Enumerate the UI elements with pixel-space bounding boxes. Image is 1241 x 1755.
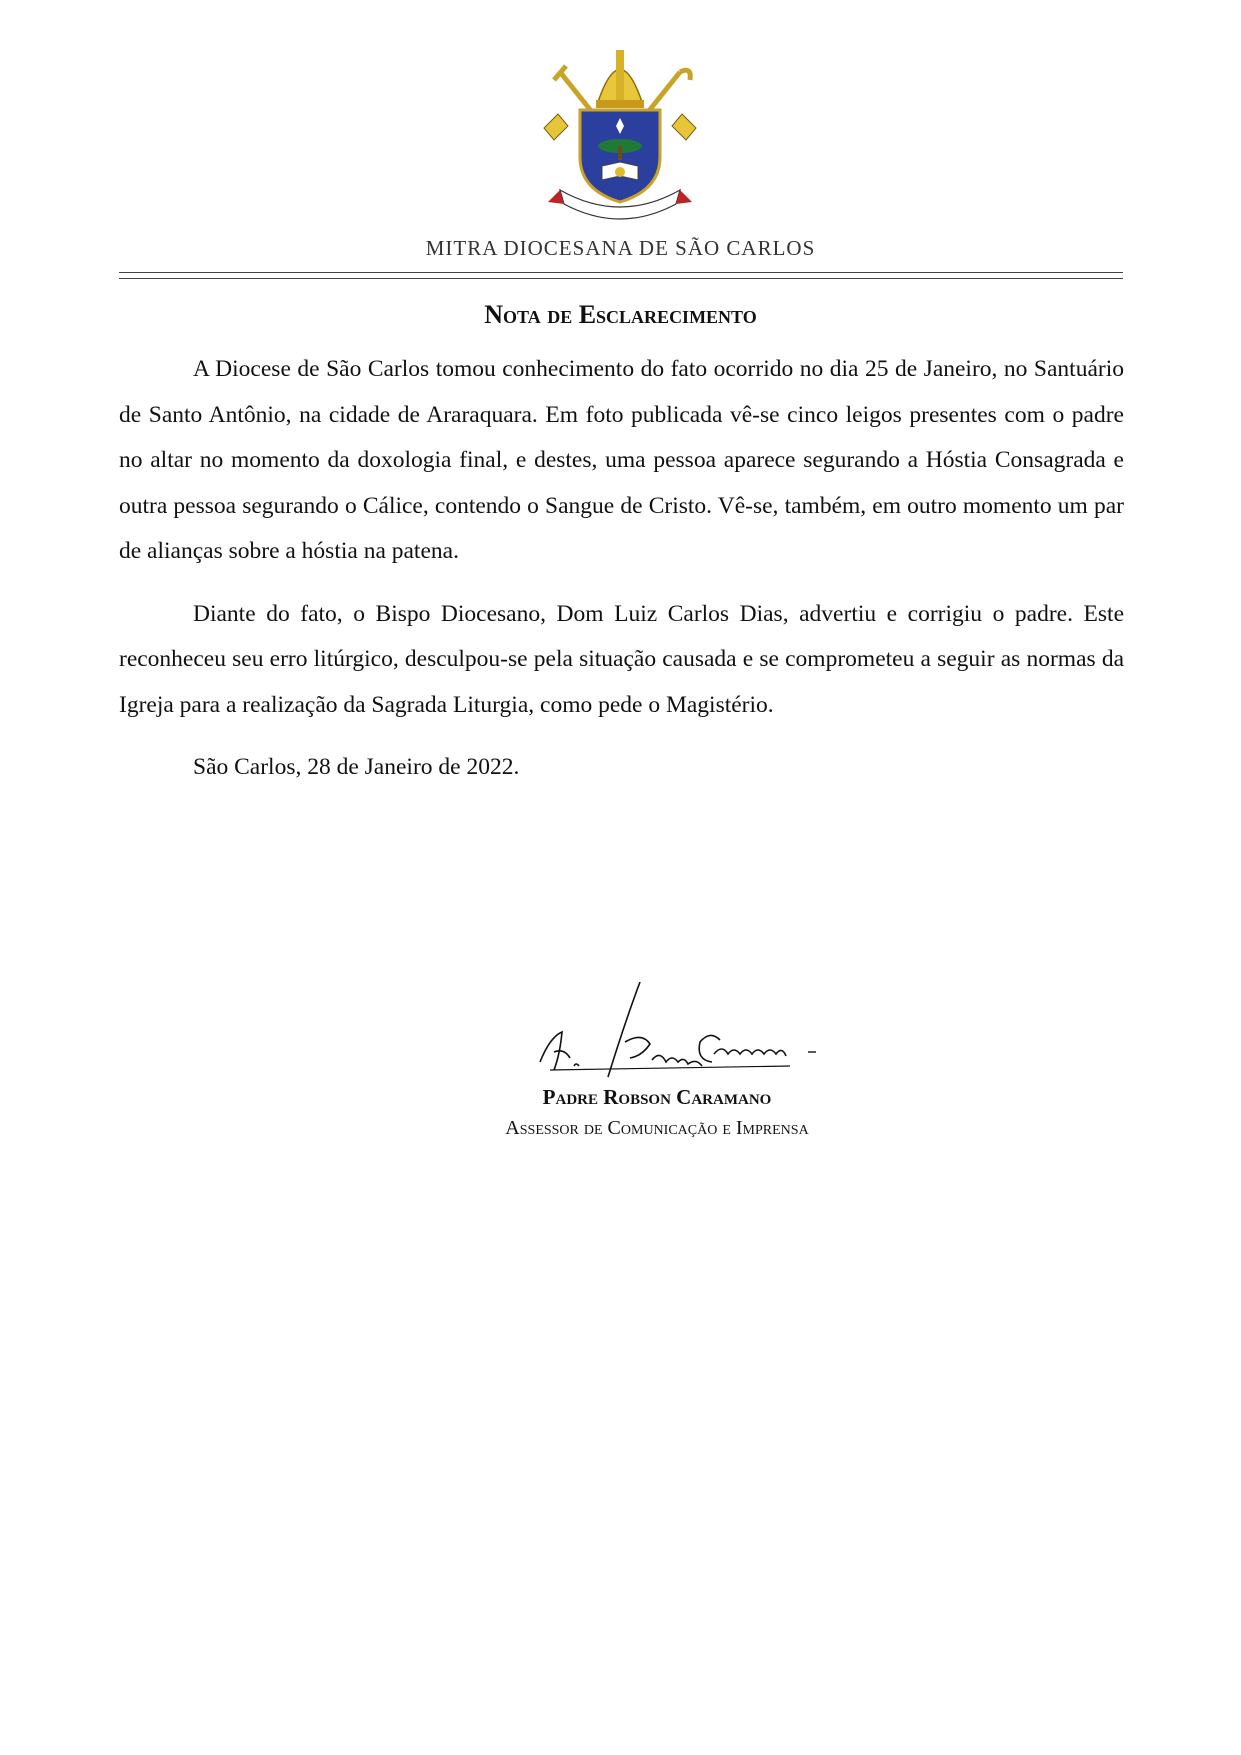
signatory-role: Assessor de Comunicação e Imprensa (505, 1117, 809, 1139)
diocese-coat-of-arms-logo (530, 42, 710, 222)
handwritten-signature (530, 982, 830, 1092)
mitre-icon (596, 50, 644, 108)
shield-icon (580, 110, 660, 202)
document-body (119, 347, 1124, 808)
tassel-left-icon (544, 114, 568, 140)
paragraph-2: Diante do fato, o Bispo Diocesano, Dom Luiz Carlos Dias, advertiu e corrigiu o padre. Este reconheceu seu erro litúrgico, desculpou-se pela situação causada e se comprometeu a seguir as normas da Igreja para a realização da Sagrada Liturgia, como pede o Magistério. (119, 600, 1124, 718)
tassel-right-icon (672, 114, 696, 140)
signatory-name: Padre Robson Caramano (542, 1085, 772, 1109)
header-divider-secondary (119, 278, 1123, 279)
header-divider (119, 272, 1123, 273)
paragraph-1: A Diocese de São Carlos tomou conhecimento do fato ocorrido no dia 25 de Janeiro, no Santuário de Santo Antônio, na cidade de Araraquara. Em foto publicada vê-se cinco leigos presentes com o padre no altar no momento da doxologia final, e destes, uma pessoa aparece segurando a Hóstia Consagrada e outra pessoa segurando o Cálice, contendo o Sangue de Cristo. Vê-se, também, em outro momento um par de alianças sobre a hóstia na patena. (119, 356, 1124, 564)
organization-name: MITRA DIOCESANA DE SÃO CARLOS (425, 236, 816, 260)
document-title: Nota de Esclarecimento (484, 300, 757, 329)
date-line: São Carlos, 28 de Janeiro de 2022. (193, 754, 520, 780)
